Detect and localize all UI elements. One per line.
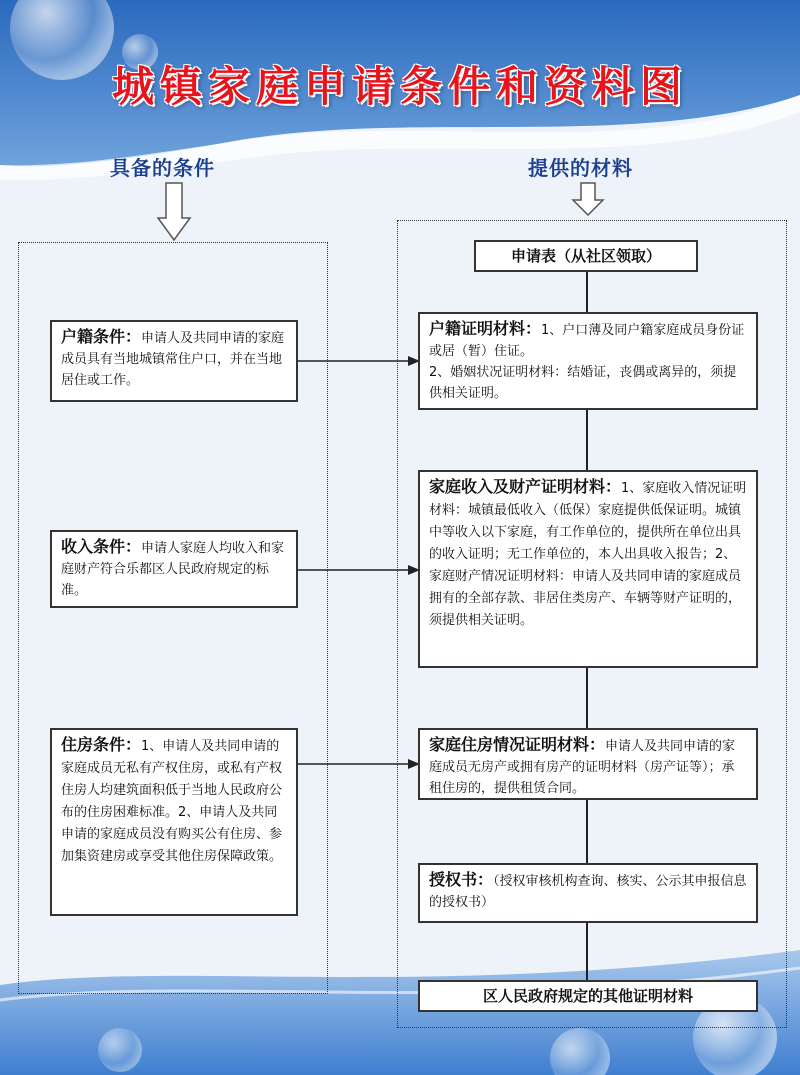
housing-material-label: 家庭住房情况证明材料： [429,735,606,754]
connector-line [586,922,588,980]
income-material-text: 1、家庭收入情况证明材料：城镇最低收入（低保）家庭提供低保证明。城镇中等收入以下家庭，有工作单位的，提供所在单位出具的收入证明；无工作单位的，本人出具收入报告；2、家庭财产情况证明材料：申请人及共同申请的家庭成员拥有的全部存款、非居住类房产、车辆等财产证明的，须提供相关证明。 [429,481,747,628]
housing-material-box [418,728,758,800]
connector-line [586,410,588,470]
income-condition-box [50,530,298,608]
left-down-arrow-icon [156,182,192,242]
right-down-arrow-icon [570,182,606,216]
other-materials-box: 区人民政府规定的其他证明材料 [418,980,758,1012]
housing-condition-label: 住房条件： [61,735,142,754]
household-condition-text: 申请人及共同申请的家庭成员具有当地城镇常住户口，并在当地居住或工作。 [61,331,285,388]
arrow-income-icon [296,564,421,576]
right-column-header: 提供的材料 [528,156,633,180]
connector-line [586,668,588,728]
connector-line [586,800,588,864]
arrow-household-icon [296,355,421,367]
household-material-label: 户籍证明材料： [429,319,542,338]
household-condition-box [50,320,298,402]
household-material-item1: 1、户口薄及同户籍家庭成员身份证或居（暂）住证。 [429,323,745,359]
household-condition-label: 户籍条件： [61,327,142,346]
arrow-housing-icon [296,758,421,770]
income-material-label: 家庭收入及财产证明材料： [429,477,622,496]
housing-material-text: 申请人及共同申请的家庭成员无房产或拥有房产的证明材料（房产证等）；承租住房的，提供租赁合同。 [429,739,736,796]
income-material-box [418,470,758,668]
household-material-box [418,312,758,410]
housing-condition-box [50,728,298,916]
authorization-box [418,863,758,923]
income-condition-text: 申请人家庭人均收入和家庭财产符合乐都区人民政府规定的标准。 [61,541,285,598]
connector-line [586,270,588,314]
application-form-box: 申请表（从社区领取） [474,240,698,272]
left-column-header: 具备的条件 [110,156,215,180]
page-title: 城镇家庭申请条件和资料图 [111,62,688,111]
authorization-label: 授权书： [429,870,494,889]
authorization-text: （授权审核机构查询、核实、公示其申报信息的授权书） [429,874,747,910]
income-condition-label: 收入条件： [61,537,142,556]
housing-condition-text: 1、申请人及共同申请的家庭成员无私有产权住房，或私有产权住房人均建筑面积低于当地人民政府公布的住房困难标准。2、申请人及共同申请的家庭成员没有购买公有住房、参加集资建房或享受其他住房保障政策。 [61,739,283,864]
household-material-item2: 2、婚姻状况证明材料：结婚证，丧偶或离异的，须提供相关证明。 [429,365,737,401]
